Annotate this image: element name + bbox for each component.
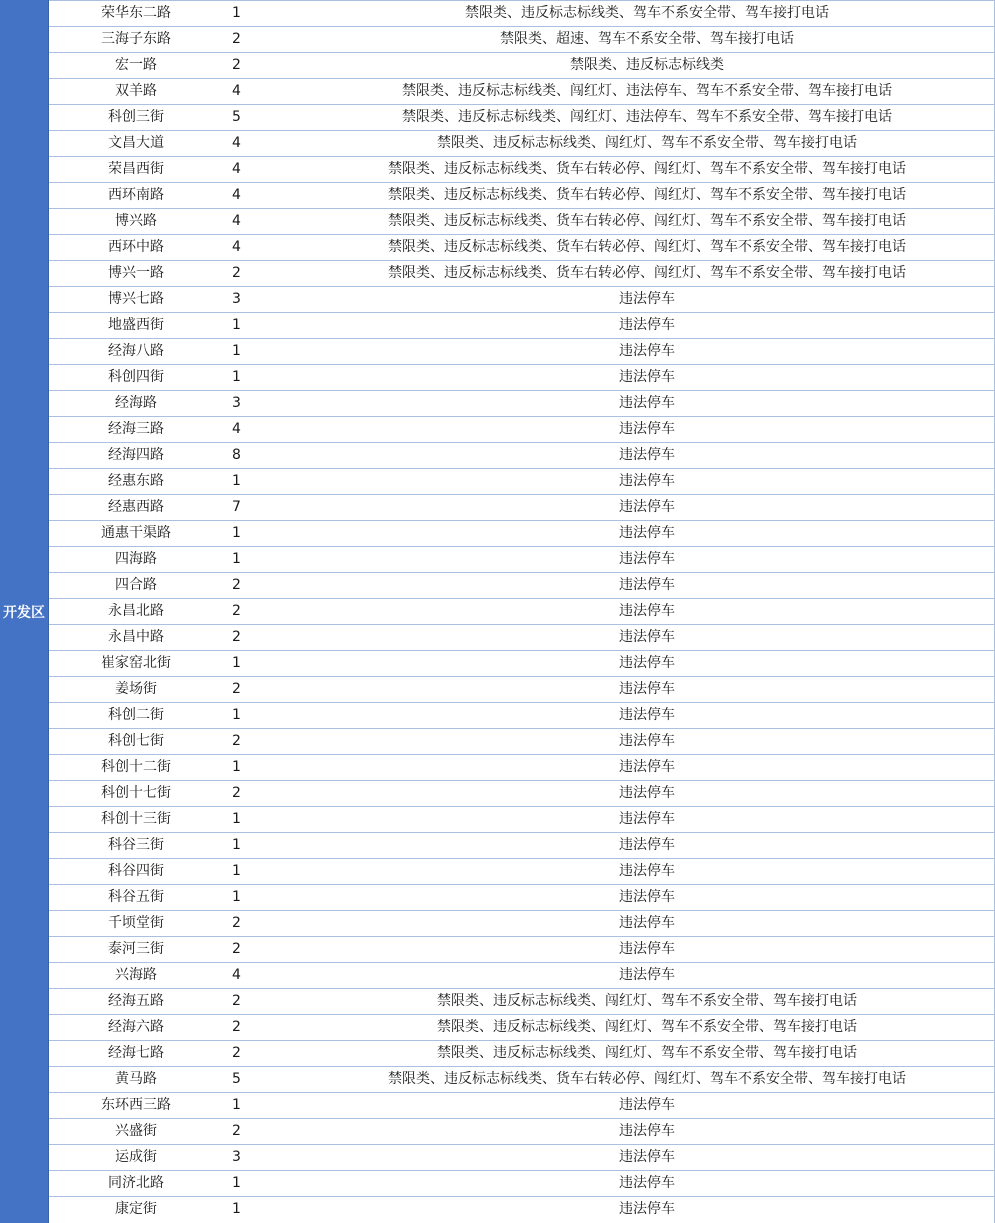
violation-types-cell: 违法停车 <box>619 447 675 463</box>
count-cell: 2 <box>232 629 241 645</box>
table-row <box>49 1119 995 1145</box>
table-row <box>49 469 995 495</box>
table-row <box>49 27 995 53</box>
violation-types-cell: 禁限类、违反标志标线类、货车右转必停、闯红灯、驾车不系安全带、驾车接打电话 <box>388 1071 906 1087</box>
violation-types-cell: 违法停车 <box>619 577 675 593</box>
count-cell: 1 <box>232 5 241 21</box>
violation-types-cell: 违法停车 <box>619 967 675 983</box>
table-row <box>49 105 995 131</box>
count-cell: 2 <box>232 577 241 593</box>
road-name-cell: 崔家窑北街 <box>101 655 171 671</box>
count-cell: 1 <box>232 863 241 879</box>
road-name-cell: 科谷五街 <box>108 889 164 905</box>
violation-types-cell: 违法停车 <box>619 1097 675 1113</box>
road-name-cell: 荣昌西街 <box>108 161 164 177</box>
count-cell: 1 <box>232 369 241 385</box>
violation-types-cell: 禁限类、违反标志标线类、闯红灯、驾车不系安全带、驾车接打电话 <box>437 1019 857 1035</box>
road-name-cell: 宏一路 <box>115 57 157 73</box>
road-name-cell: 兴海路 <box>115 967 157 983</box>
count-cell: 3 <box>232 291 241 307</box>
count-cell: 5 <box>232 1071 241 1087</box>
table-row <box>49 1 995 27</box>
road-name-cell: 地盛西街 <box>108 317 164 333</box>
road-name-cell: 运成街 <box>115 1149 157 1165</box>
count-cell: 2 <box>232 1045 241 1061</box>
table-row <box>49 573 995 599</box>
table-row <box>49 677 995 703</box>
table-row <box>49 729 995 755</box>
table-row <box>49 313 995 339</box>
table-row <box>49 53 995 79</box>
count-cell: 1 <box>232 1201 241 1217</box>
violation-types-cell: 违法停车 <box>619 421 675 437</box>
table-body <box>49 0 995 1223</box>
table-row <box>49 261 995 287</box>
violation-types-cell: 违法停车 <box>619 395 675 411</box>
table-row <box>49 937 995 963</box>
table-row <box>49 755 995 781</box>
count-cell: 1 <box>232 1175 241 1191</box>
count-cell: 1 <box>232 1097 241 1113</box>
violation-types-cell: 禁限类、违反标志标线类、货车右转必停、闯红灯、驾车不系安全带、驾车接打电话 <box>388 161 906 177</box>
count-cell: 2 <box>232 31 241 47</box>
road-name-cell: 同济北路 <box>108 1175 164 1191</box>
road-name-cell: 兴盛街 <box>115 1123 157 1139</box>
count-cell: 1 <box>232 525 241 541</box>
violation-types-cell: 禁限类、违反标志标线类、闯红灯、驾车不系安全带、驾车接打电话 <box>437 135 857 151</box>
violation-types-cell: 违法停车 <box>619 291 675 307</box>
violation-types-cell: 违法停车 <box>619 915 675 931</box>
table-row <box>49 417 995 443</box>
violation-types-cell: 违法停车 <box>619 1201 675 1217</box>
table-row <box>49 625 995 651</box>
table-row <box>49 391 995 417</box>
count-cell: 1 <box>232 655 241 671</box>
road-name-cell: 文昌大道 <box>108 135 164 151</box>
table-row <box>49 235 995 261</box>
count-cell: 1 <box>232 343 241 359</box>
violation-types-cell: 禁限类、超速、驾车不系安全带、驾车接打电话 <box>500 31 794 47</box>
table-row <box>49 781 995 807</box>
road-name-cell: 三海子东路 <box>101 31 171 47</box>
violation-types-cell: 违法停车 <box>619 941 675 957</box>
table-row <box>49 1093 995 1119</box>
violation-types-cell: 违法停车 <box>619 837 675 853</box>
count-cell: 7 <box>232 499 241 515</box>
district-cell: 开发区 <box>0 0 49 1223</box>
count-cell: 4 <box>232 135 241 151</box>
road-name-cell: 经海路 <box>115 395 157 411</box>
road-name-cell: 经海三路 <box>108 421 164 437</box>
count-cell: 1 <box>232 317 241 333</box>
violation-types-cell: 违法停车 <box>619 473 675 489</box>
count-cell: 4 <box>232 161 241 177</box>
count-cell: 1 <box>232 837 241 853</box>
count-cell: 2 <box>232 681 241 697</box>
table-row <box>49 547 995 573</box>
violation-types-cell: 禁限类、违反标志标线类、闯红灯、驾车不系安全带、驾车接打电话 <box>437 993 857 1009</box>
violation-types-cell: 违法停车 <box>619 733 675 749</box>
road-name-cell: 博兴七路 <box>108 291 164 307</box>
table-row <box>49 1041 995 1067</box>
road-name-cell: 经海六路 <box>108 1019 164 1035</box>
count-cell: 8 <box>232 447 241 463</box>
count-cell: 2 <box>232 265 241 281</box>
table-row <box>49 1145 995 1171</box>
road-name-cell: 永昌中路 <box>108 629 164 645</box>
road-name-cell: 泰河三街 <box>108 941 164 957</box>
table-row <box>49 365 995 391</box>
table-row <box>49 183 995 209</box>
count-cell: 2 <box>232 993 241 1009</box>
count-cell: 3 <box>232 1149 241 1165</box>
count-cell: 2 <box>232 57 241 73</box>
table-row <box>49 339 995 365</box>
table-row <box>49 495 995 521</box>
table-row <box>49 599 995 625</box>
road-name-cell: 西环南路 <box>108 187 164 203</box>
violation-types-cell: 违法停车 <box>619 629 675 645</box>
table-row <box>49 833 995 859</box>
violation-types-cell: 违法停车 <box>619 655 675 671</box>
count-cell: 2 <box>232 941 241 957</box>
road-name-cell: 双羊路 <box>115 83 157 99</box>
road-name-cell: 东环西三路 <box>101 1097 171 1113</box>
violation-types-cell: 禁限类、违反标志标线类、闯红灯、驾车不系安全带、驾车接打电话 <box>437 1045 857 1061</box>
count-cell: 2 <box>232 733 241 749</box>
violation-types-cell: 禁限类、违反标志标线类、货车右转必停、闯红灯、驾车不系安全带、驾车接打电话 <box>388 265 906 281</box>
count-cell: 1 <box>232 551 241 567</box>
table-row <box>49 521 995 547</box>
violation-types-cell: 违法停车 <box>619 707 675 723</box>
violation-types-cell: 违法停车 <box>619 863 675 879</box>
road-name-cell: 四合路 <box>115 577 157 593</box>
count-cell: 1 <box>232 707 241 723</box>
violation-types-cell: 违法停车 <box>619 1149 675 1165</box>
road-name-cell: 科创三街 <box>108 109 164 125</box>
road-name-cell: 科创十二街 <box>101 759 171 775</box>
road-name-cell: 姜场街 <box>115 681 157 697</box>
road-name-cell: 西环中路 <box>108 239 164 255</box>
road-name-cell: 博兴路 <box>115 213 157 229</box>
table-row <box>49 807 995 833</box>
violation-types-cell: 禁限类、违反标志标线类、驾车不系安全带、驾车接打电话 <box>465 5 829 21</box>
violation-types-cell: 违法停车 <box>619 317 675 333</box>
violation-types-cell: 违法停车 <box>619 681 675 697</box>
road-name-cell: 科创十七街 <box>101 785 171 801</box>
road-name-cell: 科创十三街 <box>101 811 171 827</box>
table-row <box>49 989 995 1015</box>
road-name-cell: 科创四街 <box>108 369 164 385</box>
violation-types-cell: 违法停车 <box>619 1175 675 1191</box>
violation-types-cell: 禁限类、违反标志标线类、货车右转必停、闯红灯、驾车不系安全带、驾车接打电话 <box>388 187 906 203</box>
count-cell: 4 <box>232 83 241 99</box>
violation-types-cell: 违法停车 <box>619 759 675 775</box>
count-cell: 4 <box>232 239 241 255</box>
violation-types-cell: 违法停车 <box>619 889 675 905</box>
table-row <box>49 1067 995 1093</box>
table-row <box>49 885 995 911</box>
table-row <box>49 287 995 313</box>
road-name-cell: 荣华东二路 <box>101 5 171 21</box>
road-name-cell: 经海五路 <box>108 993 164 1009</box>
road-name-cell: 经海七路 <box>108 1045 164 1061</box>
road-name-cell: 科创二街 <box>108 707 164 723</box>
road-name-cell: 科创七街 <box>108 733 164 749</box>
violation-types-cell: 禁限类、违反标志标线类、货车右转必停、闯红灯、驾车不系安全带、驾车接打电话 <box>388 213 906 229</box>
violation-types-cell: 禁限类、违反标志标线类 <box>570 57 724 73</box>
road-name-cell: 经惠西路 <box>108 499 164 515</box>
road-name-cell: 康定街 <box>115 1201 157 1217</box>
road-name-cell: 四海路 <box>115 551 157 567</box>
table-row <box>49 1015 995 1041</box>
table-row <box>49 963 995 989</box>
count-cell: 2 <box>232 1123 241 1139</box>
road-name-cell: 黄马路 <box>115 1071 157 1087</box>
road-name-cell: 千顷堂街 <box>108 915 164 931</box>
count-cell: 4 <box>232 187 241 203</box>
road-name-cell: 通惠干渠路 <box>101 525 171 541</box>
violation-types-cell: 违法停车 <box>619 551 675 567</box>
violation-types-cell: 禁限类、违反标志标线类、闯红灯、违法停车、驾车不系安全带、驾车接打电话 <box>402 83 892 99</box>
violation-types-cell: 违法停车 <box>619 1123 675 1139</box>
road-name-cell: 博兴一路 <box>108 265 164 281</box>
table-row <box>49 79 995 105</box>
violation-types-cell: 违法停车 <box>619 603 675 619</box>
count-cell: 4 <box>232 421 241 437</box>
road-name-cell: 经海四路 <box>108 447 164 463</box>
violation-types-cell: 违法停车 <box>619 811 675 827</box>
table-row <box>49 859 995 885</box>
violation-types-cell: 禁限类、违反标志标线类、闯红灯、违法停车、驾车不系安全带、驾车接打电话 <box>402 109 892 125</box>
road-name-cell: 经惠东路 <box>108 473 164 489</box>
violation-types-cell: 违法停车 <box>619 369 675 385</box>
count-cell: 2 <box>232 785 241 801</box>
table-row <box>49 911 995 937</box>
count-cell: 1 <box>232 889 241 905</box>
count-cell: 5 <box>232 109 241 125</box>
count-cell: 4 <box>232 213 241 229</box>
count-cell: 4 <box>232 967 241 983</box>
count-cell: 1 <box>232 811 241 827</box>
table-row <box>49 1197 995 1223</box>
violation-types-cell: 违法停车 <box>619 785 675 801</box>
table-row <box>49 209 995 235</box>
road-name-cell: 永昌北路 <box>108 603 164 619</box>
count-cell: 3 <box>232 395 241 411</box>
violation-types-cell: 禁限类、违反标志标线类、货车右转必停、闯红灯、驾车不系安全带、驾车接打电话 <box>388 239 906 255</box>
table-row <box>49 703 995 729</box>
table-row <box>49 157 995 183</box>
count-cell: 2 <box>232 1019 241 1035</box>
violation-types-cell: 违法停车 <box>619 343 675 359</box>
violation-types-cell: 违法停车 <box>619 499 675 515</box>
road-name-cell: 科谷四街 <box>108 863 164 879</box>
road-name-cell: 经海八路 <box>108 343 164 359</box>
table-row <box>49 443 995 469</box>
table-row <box>49 131 995 157</box>
count-cell: 2 <box>232 915 241 931</box>
road-name-cell: 科谷三街 <box>108 837 164 853</box>
table-row <box>49 651 995 677</box>
count-cell: 1 <box>232 759 241 775</box>
count-cell: 2 <box>232 603 241 619</box>
count-cell: 1 <box>232 473 241 489</box>
table-row <box>49 1171 995 1197</box>
violation-types-cell: 违法停车 <box>619 525 675 541</box>
